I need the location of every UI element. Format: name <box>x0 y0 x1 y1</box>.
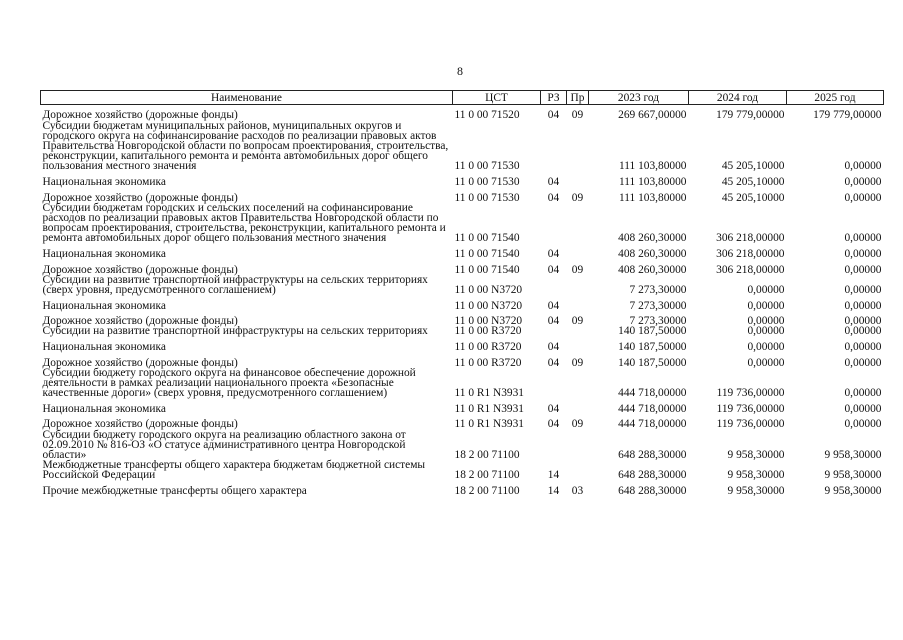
row-2024: 45 205,10000 <box>721 160 785 173</box>
row-2025: 179 779,00000 <box>813 109 882 122</box>
header-2024: 2024 год <box>689 91 787 105</box>
row-2025: 0,00000 <box>844 232 882 245</box>
row-2024: 0,00000 <box>747 340 785 353</box>
row-pr <box>567 368 589 399</box>
row-name: Национальная экономика <box>42 299 166 312</box>
table-row <box>41 398 884 414</box>
row-pr <box>567 295 589 311</box>
row-pr: 09 <box>571 263 584 276</box>
row-pr <box>567 337 589 353</box>
table-header-row <box>41 91 884 105</box>
row-cst: 11 0 R1 N3931 <box>454 402 525 415</box>
header-name: Наименование <box>41 91 453 105</box>
row-cst: 11 0 R1 N3931 <box>454 418 525 431</box>
row-cst: 18 2 00 71100 <box>454 484 520 497</box>
row-2025: 0,00000 <box>844 387 882 400</box>
row-name: Дорожное хозяйство (дорожные фонды) <box>42 191 238 204</box>
row-2024: 306 218,00000 <box>716 248 785 260</box>
row-name: Дорожное хозяйство (дорожные фонды) <box>42 418 238 431</box>
row-2025: 9 958,30000 <box>824 484 882 497</box>
row-name: Межбюджетные трансферты общего характера бюджетам бюджетной системы Российской Федерации <box>42 459 426 482</box>
row-name: Прочие межбюджетные трансферты общего характера <box>42 484 307 497</box>
row-name: Национальная экономика <box>42 340 166 353</box>
row-cst: 11 0 00 71540 <box>454 232 520 245</box>
row-2023: 140 187,50000 <box>618 325 687 338</box>
row-2023: 111 103,80000 <box>619 160 687 173</box>
row-2025: 9 958,30000 <box>824 448 882 461</box>
row-rz: 04 <box>547 315 560 328</box>
row-2023: 7 273,30000 <box>629 284 687 296</box>
row-2025: 0,00000 <box>844 263 882 276</box>
row-rz: 04 <box>547 263 560 276</box>
row-name: Дорожное хозяйство (дорожные фонды) <box>42 356 238 369</box>
row-name: Субсидии на развитие транспортной инфраструктуры на сельских территориях (сверх уровня, предусмотренного соглашением) <box>42 273 428 296</box>
table-row <box>41 187 884 203</box>
row-pr <box>567 203 589 244</box>
row-rz <box>541 430 567 461</box>
row-rz: 04 <box>547 299 560 312</box>
row-2025: 0,00000 <box>844 284 882 296</box>
table-body <box>41 105 884 497</box>
row-cst: 11 0 00 R3720 <box>454 340 522 353</box>
row-pr <box>567 430 589 461</box>
row-cst: 11 0 00 71530 <box>454 191 520 204</box>
row-name: Национальная экономика <box>42 248 166 260</box>
row-name: Субсидии бюджету городского округа на реализацию областного закона от 02.09.2010 № 816-ОЗ «О статусе административного центра Новгородской области» <box>42 428 406 461</box>
row-2023: 140 187,50000 <box>618 340 687 353</box>
row-rz: 14 <box>547 484 560 497</box>
row-2024: 45 205,10000 <box>721 176 785 188</box>
table-row <box>41 326 884 336</box>
row-2023: 444 718,00000 <box>618 402 687 415</box>
header-pr: Пр <box>567 91 589 105</box>
row-rz <box>541 326 567 336</box>
row-rz: 04 <box>547 356 560 369</box>
row-rz <box>541 275 567 295</box>
row-rz <box>541 368 567 399</box>
row-rz: 04 <box>547 418 560 431</box>
table-row <box>41 244 884 260</box>
row-2024: 119 736,00000 <box>716 418 785 431</box>
row-cst: 11 0 00 N3720 <box>454 299 523 312</box>
table-row <box>41 275 884 295</box>
row-2024: 0,00000 <box>747 356 785 369</box>
header-cst: ЦСТ <box>453 91 541 105</box>
row-2023: 111 103,80000 <box>619 191 687 204</box>
header-2023: 2023 год <box>589 91 689 105</box>
row-name: Субсидии на развитие транспортной инфраструктуры на сельских территориях <box>42 325 428 338</box>
table-row <box>41 481 884 497</box>
row-2023: 408 260,30000 <box>618 232 687 245</box>
row-rz: 04 <box>547 191 560 204</box>
row-2023: 648 288,30000 <box>618 469 687 482</box>
row-name: Субсидии бюджетам городских и сельских поселений на софинансирование расходов по реализации правовых актов Правительства Новгородской области по вопросам проектирования, строительства, реконструкции, капитального ремонта и ремонта автомобильных дорог общего пользования местного значения <box>42 201 446 245</box>
table-row <box>41 121 884 172</box>
row-pr: 09 <box>571 356 584 369</box>
row-pr: 09 <box>571 418 584 431</box>
row-2025: 0,00000 <box>844 176 882 188</box>
row-name: Субсидии бюджету городского округа на финансовое обеспечение дорожной деятельности в рамках реализации национального проекта «Безопасные качественные дороги» (сверх уровня, предусмотренного соглашением) <box>42 366 416 400</box>
row-rz: 04 <box>547 248 560 260</box>
row-pr <box>567 326 589 336</box>
budget-table <box>40 90 884 496</box>
table-row <box>41 172 884 188</box>
row-2025: 0,00000 <box>844 248 882 260</box>
table-row <box>41 311 884 327</box>
row-rz <box>541 121 567 172</box>
row-2024: 9 958,30000 <box>727 469 785 482</box>
row-pr: 09 <box>571 191 584 204</box>
row-2023: 444 718,00000 <box>618 387 687 400</box>
row-2024: 0,00000 <box>747 284 785 296</box>
row-name: Субсидии бюджетам муниципальных районов, муниципальных округов и городского округа на софинансирование расходов по реализации правовых актов Правительства Новгородской области по вопросам проектирования, строительства, реконструкции, капитального ремонта и ремонта автомобильных дорог общего пользования местного значения <box>42 119 449 173</box>
row-cst: 11 0 00 71530 <box>454 176 520 188</box>
row-cst: 11 0 00 71540 <box>454 263 520 276</box>
row-2025: 0,00000 <box>844 340 882 353</box>
row-pr: 09 <box>571 109 584 122</box>
row-cst: 18 2 00 71100 <box>454 469 520 482</box>
row-2024: 0,00000 <box>747 325 785 338</box>
table-row <box>41 105 884 121</box>
row-2025: 0,00000 <box>844 299 882 312</box>
row-2023: 648 288,30000 <box>618 484 687 497</box>
row-pr <box>567 172 589 188</box>
row-2024: 179 779,00000 <box>716 109 785 122</box>
table-row <box>41 259 884 275</box>
row-2025: 0,00000 <box>844 191 882 204</box>
table-row <box>41 352 884 368</box>
table-row <box>41 460 884 480</box>
row-2025: 0,00000 <box>844 325 882 338</box>
row-cst: 11 0 00 R3720 <box>454 325 522 338</box>
row-name: Дорожное хозяйство (дорожные фонды) <box>42 315 238 328</box>
row-2025: 0,00000 <box>844 418 882 431</box>
row-2024: 306 218,00000 <box>716 263 785 276</box>
row-rz: 14 <box>547 469 560 482</box>
row-rz: 04 <box>547 176 560 188</box>
row-rz: 04 <box>547 340 560 353</box>
page-number: 8 <box>457 64 463 78</box>
row-name: Дорожное хозяйство (дорожные фонды) <box>42 263 238 276</box>
row-2024: 9 958,30000 <box>727 448 785 461</box>
row-2024: 0,00000 <box>747 315 785 328</box>
row-2024: 9 958,30000 <box>727 484 785 497</box>
table-row <box>41 295 884 311</box>
row-pr <box>567 275 589 295</box>
row-pr: 09 <box>571 315 584 328</box>
row-2025: 9 958,30000 <box>824 469 882 482</box>
row-2025: 0,00000 <box>844 160 882 173</box>
table-row <box>41 203 884 244</box>
row-cst: 11 0 00 R3720 <box>454 356 522 369</box>
row-2023: 140 187,50000 <box>618 356 687 369</box>
row-rz: 04 <box>547 402 560 415</box>
row-rz: 04 <box>547 109 560 122</box>
row-2025: 0,00000 <box>844 315 882 328</box>
row-cst: 11 0 R1 N3931 <box>454 387 525 400</box>
row-2025: 0,00000 <box>844 402 882 415</box>
row-2023: 7 273,30000 <box>629 299 687 312</box>
row-pr <box>567 398 589 414</box>
header-2025: 2025 год <box>787 91 884 105</box>
row-2024: 45 205,10000 <box>721 191 785 204</box>
row-pr <box>567 460 589 480</box>
row-2023: 444 718,00000 <box>618 418 687 431</box>
row-2023: 408 260,30000 <box>618 248 687 260</box>
row-2023: 7 273,30000 <box>629 315 687 328</box>
row-pr <box>567 121 589 172</box>
row-2024: 306 218,00000 <box>716 232 785 245</box>
row-2023: 269 667,00000 <box>618 109 687 122</box>
row-2024: 119 736,00000 <box>716 387 785 400</box>
row-2025: 0,00000 <box>844 356 882 369</box>
table-row <box>41 414 884 430</box>
row-2024: 119 736,00000 <box>716 402 785 415</box>
row-pr <box>567 244 589 260</box>
row-pr: 03 <box>571 484 584 497</box>
row-cst: 18 2 00 71100 <box>454 448 520 461</box>
row-cst: 11 0 00 71540 <box>454 248 520 260</box>
row-cst: 11 0 00 71530 <box>454 160 520 173</box>
row-rz <box>541 203 567 244</box>
row-2023: 648 288,30000 <box>618 448 687 461</box>
row-name: Национальная экономика <box>42 176 166 188</box>
row-name: Национальная экономика <box>42 402 166 415</box>
table-row <box>41 337 884 353</box>
header-rz: РЗ <box>541 91 567 105</box>
row-2023: 408 260,30000 <box>618 263 687 276</box>
row-cst: 11 0 00 N3720 <box>454 315 523 328</box>
table-row <box>41 368 884 399</box>
table-row <box>41 430 884 461</box>
row-name: Дорожное хозяйство (дорожные фонды) <box>42 109 238 122</box>
row-cst: 11 0 00 N3720 <box>454 284 523 296</box>
row-cst: 11 0 00 71520 <box>454 109 520 122</box>
row-2023: 111 103,80000 <box>619 176 687 188</box>
row-2024: 0,00000 <box>747 299 785 312</box>
